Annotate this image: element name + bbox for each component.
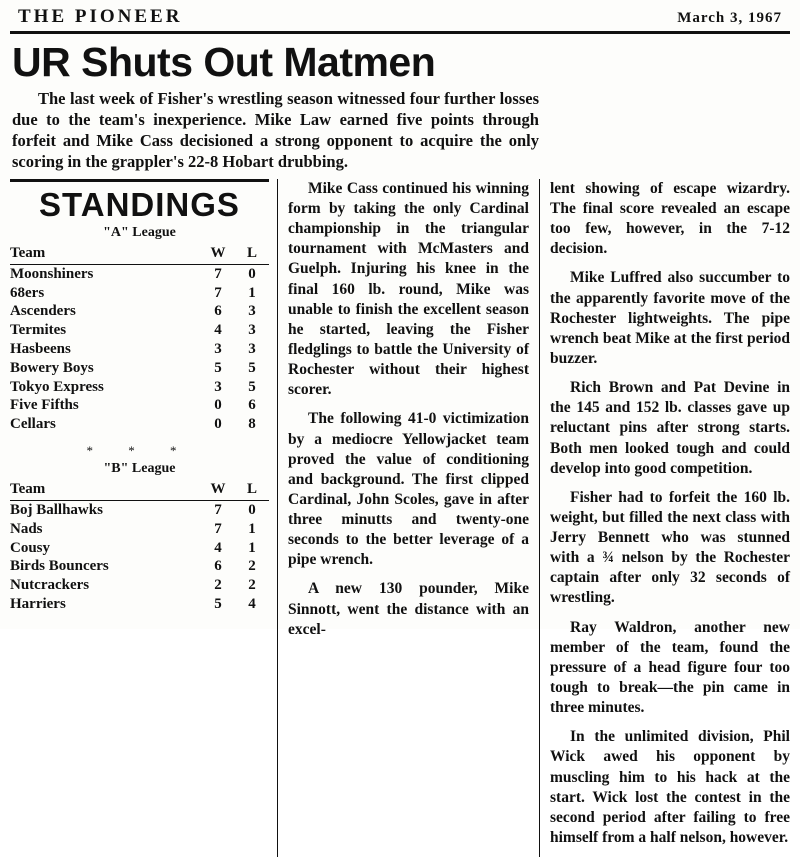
team-losses: 3 — [248, 322, 256, 339]
team-wins: 6 — [214, 558, 222, 575]
team-name: 68ers — [10, 284, 45, 301]
standings-column — [10, 179, 278, 857]
column-container — [10, 179, 790, 857]
article-deck: The last week of Fisher's wrestling season witnessed four further losses due to the team's inexperience. Mike Law earned five points through forfeit and Mike Cass decisioned a strong opponent to acquire the only scoring in the grappler's 22-8 Hobart drubbing. — [12, 89, 539, 171]
league-b-label: "B" League — [103, 460, 176, 476]
table-row — [10, 340, 269, 359]
league-a-table — [10, 244, 269, 434]
team-name: Termites — [10, 322, 67, 339]
team-wins: 2 — [214, 577, 222, 594]
team-wins: 3 — [214, 341, 222, 357]
team-name: Harriers — [10, 595, 66, 612]
paragraph: Rich Brown and Pat Devine in the 145 and 152 lb. classes gave up reluctant pins after strong starts. Both men looked tough and could develop into good competition. — [550, 379, 790, 477]
team-losses: 2 — [248, 577, 256, 594]
team-losses: 5 — [248, 359, 256, 376]
table-row — [10, 539, 269, 558]
table-row — [10, 576, 269, 595]
team-wins: 7 — [214, 501, 222, 518]
team-losses: 1 — [248, 539, 256, 556]
team-name: Cellars — [10, 416, 56, 433]
team-wins: 4 — [214, 322, 222, 339]
paragraph: Ray Waldron, another new member of the team, found the pressure of a head figure four too tough to break—the pin came in three minutes. — [550, 618, 790, 717]
team-wins: 4 — [214, 539, 222, 556]
article-headline: UR Shuts Out Matmen — [12, 39, 436, 85]
team-losses: 2 — [248, 558, 256, 575]
team-wins: 5 — [214, 595, 222, 612]
section-divider-stars: * * * — [86, 442, 193, 458]
standings-top-rule — [10, 179, 269, 182]
team-losses: 3 — [248, 303, 256, 320]
team-losses: 1 — [248, 284, 256, 301]
team-wins: 0 — [214, 397, 222, 414]
masthead — [10, 0, 790, 34]
paragraph: lent showing of escape wizardry. The final score revealed an escape too few, however, in the 7-12 decision. — [550, 179, 790, 258]
article-middle-column — [278, 179, 540, 857]
table-row — [10, 595, 269, 614]
team-name: Nads — [10, 520, 43, 537]
paragraph: Mike Cass continued his winning form by taking the only Cardinal championship in the triangular tournament with McMasters and Guelph. Injuring his knee in the final 160 lb. round, Mike was unable to finish the excellent season he started, leaving the Fisher fledglings to battle the University of Rochester without their highest scorer. — [288, 179, 529, 399]
team-name: Cousy — [10, 539, 51, 556]
team-wins: 6 — [214, 303, 222, 320]
team-name: Bowery Boys — [10, 359, 94, 376]
publication-title: THE PIONEER — [18, 6, 183, 27]
team-losses: 4 — [248, 595, 256, 612]
table-row — [10, 557, 269, 576]
table-row — [10, 284, 269, 303]
paragraph: Mike Luffred also succumber to the apparently favorite move of the Rochester lightweights. The pipe wrench beat Mike at the first period buzzer. — [550, 269, 790, 367]
team-losses: 1 — [248, 520, 256, 537]
col-header-team: Team — [10, 244, 201, 265]
publication-date: March 3, 1967 — [677, 10, 782, 26]
league-a-label: "A" League — [103, 224, 176, 240]
paragraph: In the unlimited division, Phil Wick awed his opponent by muscling him to his hack at the start. Wick lost the contest in the second period after failing to free himself from a half nelson, however. — [550, 728, 790, 847]
table-row — [10, 321, 269, 340]
table-row — [10, 500, 269, 519]
team-losses: 6 — [248, 397, 256, 414]
table-header-row — [10, 480, 269, 501]
team-wins: 7 — [214, 284, 222, 301]
team-name: Boj Ballhawks — [10, 501, 103, 518]
team-losses: 5 — [248, 378, 256, 395]
table-row — [10, 359, 269, 378]
team-name: Birds Bouncers — [10, 558, 109, 575]
col-header-team: Team — [10, 480, 201, 501]
article-right-column — [540, 179, 790, 857]
table-row — [10, 302, 269, 321]
table-row — [10, 415, 269, 434]
standings-title: STANDINGS — [39, 185, 240, 223]
team-wins: 5 — [214, 359, 222, 376]
team-name: Hasbeens — [10, 341, 71, 357]
team-losses: 8 — [248, 416, 256, 433]
paragraph: A new 130 pounder, Mike Sinnott, went the distance with an excel- — [288, 580, 529, 638]
team-losses: 3 — [248, 341, 256, 357]
team-losses: 0 — [248, 501, 256, 518]
col-header-w: W — [201, 480, 235, 501]
table-header-row — [10, 244, 269, 265]
table-row — [10, 264, 269, 283]
team-wins: 7 — [214, 520, 222, 537]
table-row — [10, 396, 269, 415]
team-wins: 3 — [214, 378, 222, 395]
team-losses: 0 — [248, 265, 256, 282]
team-name: Tokyo Express — [10, 378, 104, 395]
league-b-table — [10, 480, 269, 614]
team-wins: 7 — [214, 265, 222, 282]
team-name: Five Fifths — [10, 397, 79, 414]
table-row — [10, 378, 269, 397]
headline-area — [10, 34, 790, 173]
paragraph: Fisher had to forfeit the 160 lb. weight, but filled the next class with Jerry Bennett who was stunned with a ¾ nelson by the Rochester captain after only 32 seconds of wrestling. — [550, 488, 790, 607]
team-name: Moonshiners — [10, 265, 94, 282]
team-name: Nutcrackers — [10, 577, 90, 594]
team-name: Ascenders — [10, 303, 76, 320]
paragraph: The following 41-0 victimization by a mediocre Yellowjacket team proved the value of conditioning and background. The first clipped Cardinal, John Scoles, gave in after three minutts and twenty-one seconds to the better leverage of a pipe wrench. — [288, 410, 529, 569]
col-header-w: W — [201, 244, 235, 265]
team-wins: 0 — [214, 416, 222, 433]
col-header-l: L — [235, 244, 269, 265]
col-header-l: L — [235, 480, 269, 501]
table-row — [10, 520, 269, 539]
